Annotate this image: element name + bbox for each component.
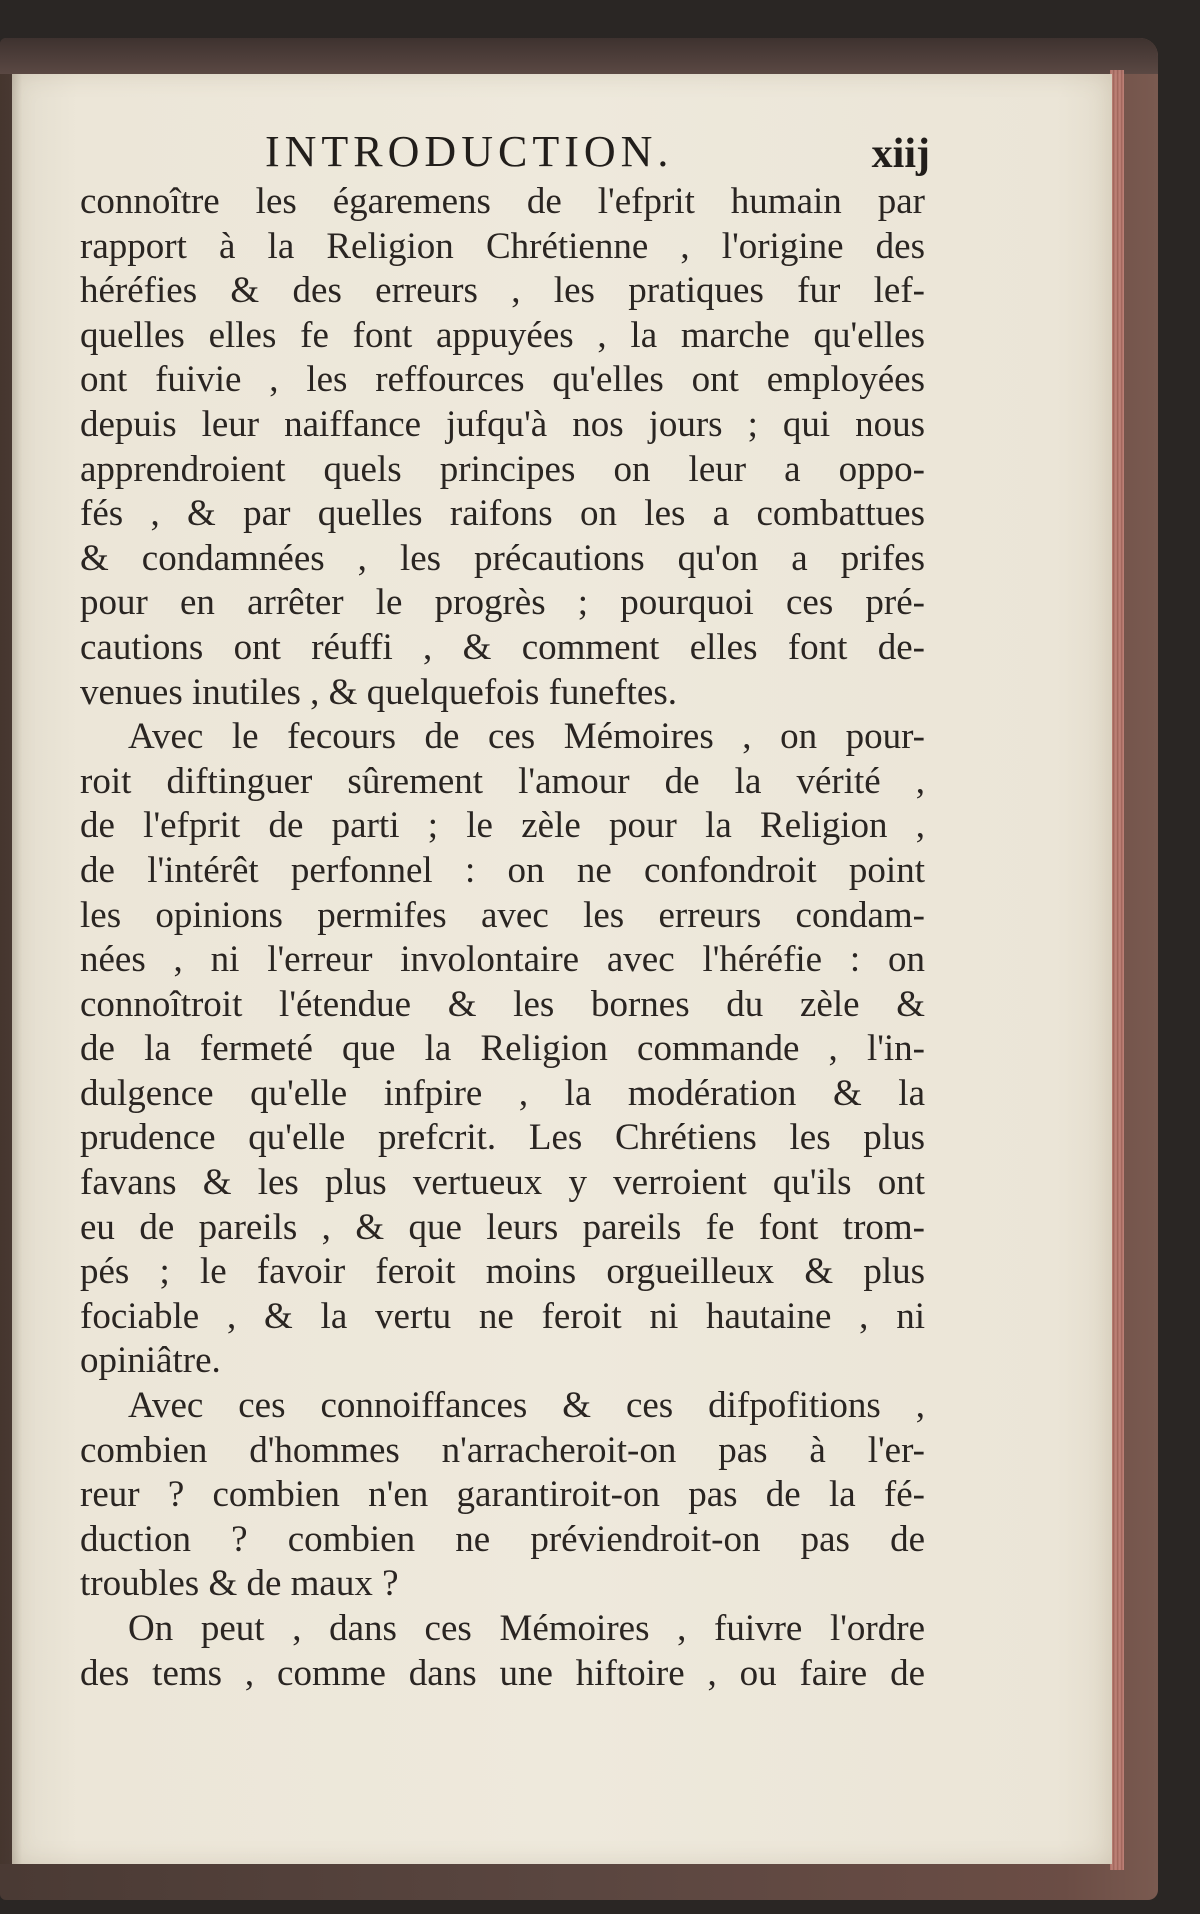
text-line: opiniâtre.: [80, 1340, 221, 1382]
page-fore-edge: [1110, 70, 1124, 1870]
body-text: [80, 180, 925, 1696]
text-line: de l'intérêt perfonnel : on ne confondroit point: [80, 849, 925, 891]
text-line: prudence qu'elle prefcrit. Les Chrétiens les plus: [80, 1117, 925, 1159]
text-line: troubles & de maux ?: [80, 1563, 399, 1605]
text-line: fociable , & la vertu ne feroit ni hautaine , ni: [80, 1295, 925, 1337]
running-head: [265, 126, 930, 186]
book-cover-top-edge: [0, 38, 1158, 74]
text-line: ont fuivie , les reffources qu'elles ont employées: [80, 359, 925, 401]
text-line: apprendroient quels principes on leur a oppo-: [80, 448, 925, 490]
running-head-title: INTRODUCTION.: [265, 127, 674, 176]
page-gutter-shadow: [0, 74, 22, 1864]
paragraph-start-line: Avec ces connoiffances & ces difpofitions ,: [128, 1385, 925, 1427]
text-line: nées , ni l'erreur involontaire avec l'héréfie : on: [80, 939, 925, 981]
text-line: depuis leur naiffance jufqu'à nos jours ; qui nous: [80, 403, 925, 445]
text-line: quelles elles fe font appuyées , la marche qu'elles: [80, 314, 925, 356]
text-line: combien d'hommes n'arracheroit-on pas à l'er-: [80, 1429, 925, 1471]
text-line: dulgence qu'elle infpire , la modération & la: [80, 1072, 925, 1114]
text-line: héréfies & des erreurs , les pratiques fur lef-: [80, 270, 925, 312]
text-line: fés , & par quelles raifons on les a combattues: [80, 493, 925, 535]
page-number: xiij: [871, 131, 930, 177]
text-line: rapport à la Religion Chrétienne , l'origine des: [80, 225, 925, 267]
text-line: cautions ont réuffi , & comment elles font de-: [80, 626, 925, 668]
text-line: pés ; le favoir feroit moins orgueilleux & plus: [80, 1251, 925, 1293]
text-line: reur ? combien n'en garantiroit-on pas de la fé-: [80, 1474, 925, 1516]
text-line: duction ? combien ne préviendroit-on pas de: [80, 1518, 925, 1560]
text-line: connoître les égaremens de l'efprit humain par: [80, 181, 925, 222]
text-line: venues inutiles , & quelquefois funeftes.: [80, 671, 678, 713]
text-line: eu de pareils , & que leurs pareils fe font trom-: [80, 1206, 925, 1248]
text-line: de la fermeté que la Religion commande , l'in-: [80, 1028, 925, 1070]
text-line: pour en arrêter le progrès ; pourquoi ces pré-: [80, 582, 925, 624]
text-line: de l'efprit de parti ; le zèle pour la Religion ,: [80, 805, 925, 847]
text-line: roit diftinguer sûrement l'amour de la vérité ,: [80, 760, 925, 802]
text-line: des tems , comme dans une hiftoire , ou faire de: [80, 1652, 925, 1694]
text-line: & condamnées , les précautions qu'on a prifes: [80, 537, 925, 579]
text-line: connoîtroit l'étendue & les bornes du zèle &: [80, 983, 925, 1025]
paragraph-start-line: On peut , dans ces Mémoires , fuivre l'ordre: [128, 1608, 925, 1649]
paragraph-start-line: Avec le fecours de ces Mémoires , on pour-: [128, 716, 925, 758]
text-line: les opinions permifes avec les erreurs condam-: [80, 894, 925, 936]
text-line: favans & les plus vertueux y verroient qu'ils ont: [80, 1162, 925, 1204]
